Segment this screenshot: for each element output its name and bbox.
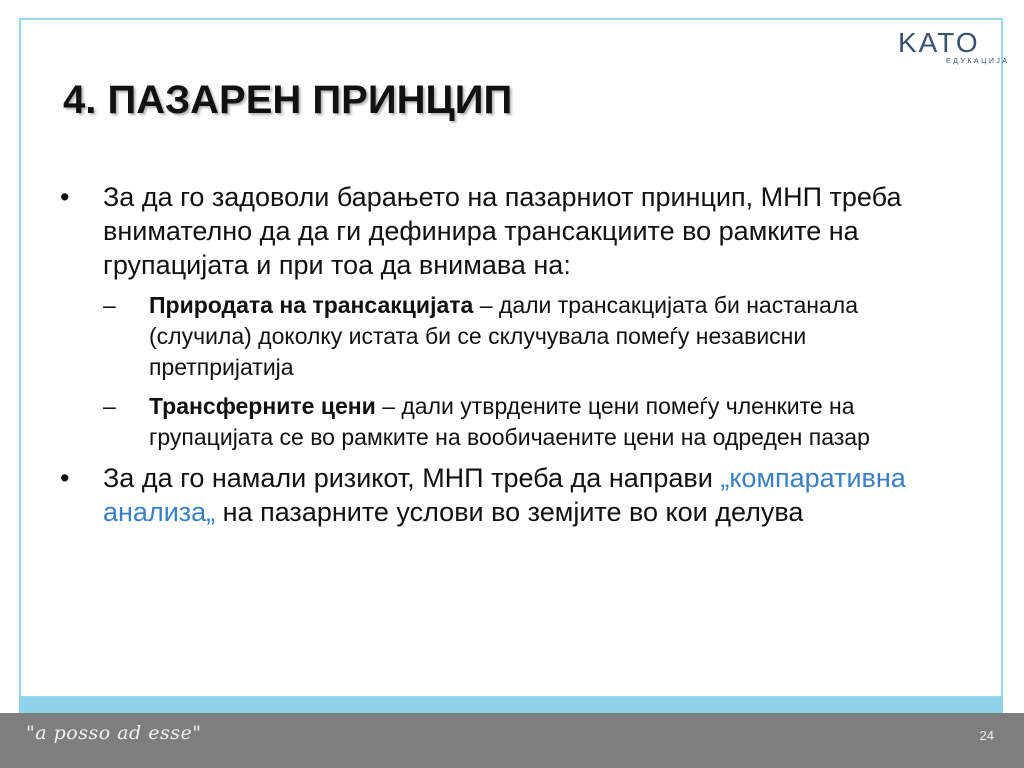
- logo-subtext: ЕДУКАЦИЈА: [946, 58, 1010, 65]
- sub-bullet-2: [57, 391, 957, 453]
- bullet-1: [57, 180, 957, 282]
- footer-tagline: "a posso ad esse": [26, 722, 202, 744]
- bullet-1-text: За да го задоволи барањето на пазарниот принцип, МНП треба внимателно да да ги дефинира трансакциите во рамките на групацијата и при тоа да внимава на:: [103, 182, 902, 280]
- sub-bullet-2-text: – дали утврдените цени помеѓу членките на групацијата се во рамките на вообичаените цени на одреден пазар: [149, 393, 870, 450]
- bullet-2-text-before: За да го намали ризикот, МНП треба да направи: [103, 463, 721, 493]
- logo-text: KATO: [898, 27, 980, 58]
- sub-bullet-1-text: – дали трансакцијата би настанала (случила) доколку истата би се склучувала помеѓу независни претпријатија: [149, 292, 858, 380]
- bullet-marker: •: [60, 463, 70, 493]
- sub-bullet-marker: –: [103, 393, 116, 419]
- sub-bullet-1-term: Природата на трансакцијата: [149, 292, 474, 318]
- sub-bullet-1: [57, 290, 957, 383]
- slide-content: [57, 180, 957, 537]
- sub-bullet-2-term: Трансферните цени: [149, 393, 376, 419]
- bullet-2-highlight: „компаративна анализа„: [103, 463, 906, 527]
- bullet-2: [57, 461, 957, 529]
- bullet-2-text-after: на пазарните услови во земјите во кои делува: [215, 497, 804, 527]
- bullet-marker: •: [60, 182, 70, 212]
- kato-logo: [898, 26, 1010, 66]
- footer-accent-band: [19, 697, 1003, 713]
- slide-title: 4. ПАЗАРЕН ПРИНЦИП: [63, 78, 513, 122]
- sub-bullet-marker: –: [103, 292, 116, 318]
- page-number: 24: [979, 728, 994, 743]
